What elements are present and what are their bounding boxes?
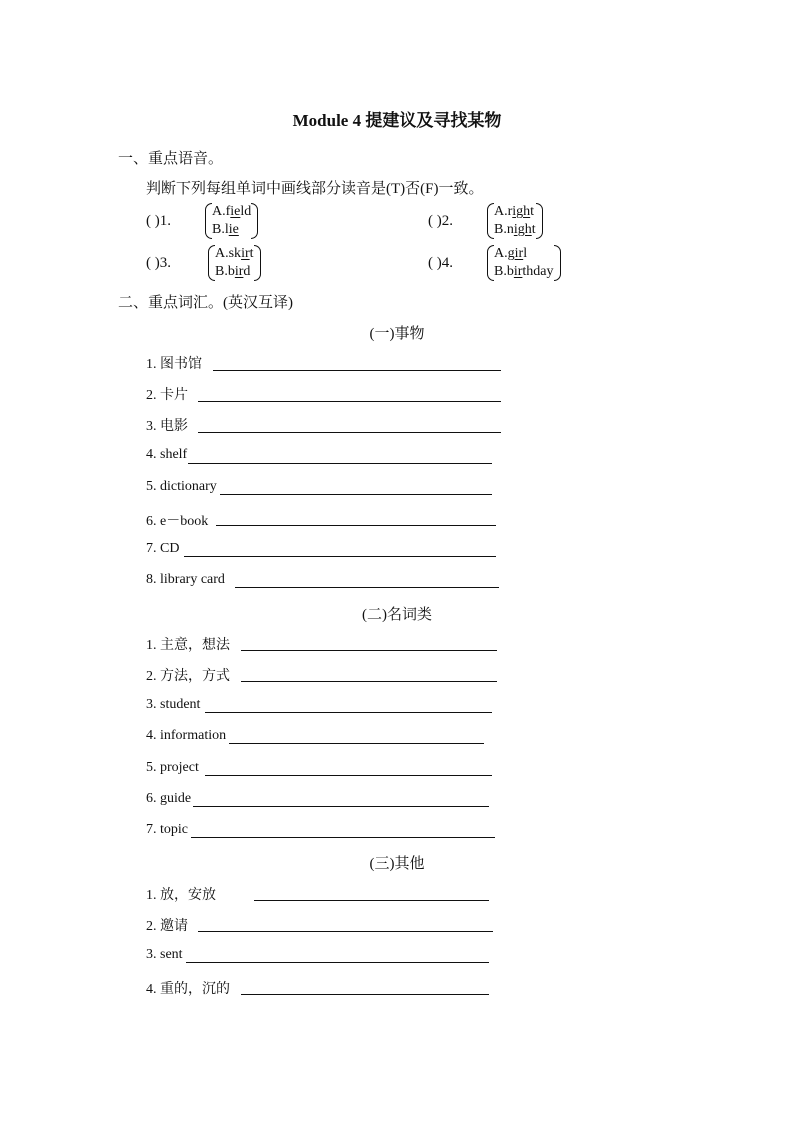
group-title-things: (一)事物	[369, 326, 425, 342]
vocab-label: 4. 重的，沉的	[146, 982, 230, 997]
answer-line[interactable]	[220, 494, 492, 495]
answer-line[interactable]	[213, 370, 501, 371]
answer-line[interactable]	[241, 681, 497, 682]
answer-line[interactable]	[205, 712, 492, 713]
section1-heading: 一、重点语音。	[118, 151, 224, 167]
vocab-label: 3. 电影	[146, 419, 188, 434]
section1-instruction: 判断下列每组单词中画线部分读音是(T)否(F)一致。	[146, 181, 484, 197]
vocab-label: 2. 方法，方式	[146, 669, 230, 684]
word-pair-3: A.skirt B.bird	[208, 245, 261, 281]
vocab-label: 3. student	[146, 697, 201, 712]
answer-line[interactable]	[191, 837, 495, 838]
group-title-others: (三)其他	[369, 856, 425, 872]
vocab-label: 6. guide	[146, 791, 192, 806]
vocab-label: 1. 图书馆	[146, 357, 202, 372]
vocab-label: 5. dictionary	[146, 479, 217, 494]
page-title: Module 4 提建议及寻找某物	[292, 111, 502, 130]
answer-line[interactable]	[184, 556, 496, 557]
answer-line[interactable]	[198, 401, 501, 402]
vocab-label: 5. project	[146, 760, 199, 775]
group-title-nouns: (二)名词类	[362, 607, 432, 623]
vocab-label: 2. 卡片	[146, 388, 188, 403]
vocab-label: 1. 主意，想法	[146, 638, 230, 653]
word-pair-2: A.right B.night	[487, 203, 543, 239]
vocab-label: 7. CD	[146, 541, 180, 556]
answer-line[interactable]	[198, 432, 501, 433]
answer-line[interactable]	[241, 994, 489, 995]
vocab-label: 4. information	[146, 728, 227, 743]
answer-line[interactable]	[205, 775, 492, 776]
answer-line[interactable]	[198, 931, 493, 932]
answer-blank-3[interactable]: ( )3.	[146, 255, 171, 271]
answer-blank-4[interactable]: ( )4.	[428, 255, 453, 271]
word-pair-4: A.girl B.birthday	[487, 245, 561, 281]
vocab-label: 1. 放，安放	[146, 888, 216, 903]
answer-line[interactable]	[216, 525, 496, 526]
answer-line[interactable]	[188, 463, 492, 464]
vocab-label: 8. library card	[146, 572, 225, 587]
answer-blank-2[interactable]: ( )2.	[428, 213, 453, 229]
vocab-label: 7. topic	[146, 822, 188, 837]
section2-heading: 二、重点词汇。(英汉互译)	[118, 295, 293, 311]
answer-line[interactable]	[235, 587, 499, 588]
answer-blank-1[interactable]: ( )1.	[146, 213, 171, 229]
answer-line[interactable]	[229, 743, 484, 744]
vocab-label: 6. e－book	[146, 514, 209, 529]
answer-line[interactable]	[186, 962, 489, 963]
vocab-label: 3. sent	[146, 947, 183, 962]
answer-line[interactable]	[241, 650, 497, 651]
answer-line[interactable]	[193, 806, 489, 807]
vocab-label: 2. 邀请	[146, 919, 188, 934]
answer-line[interactable]	[254, 900, 489, 901]
vocab-label: 4. shelf	[146, 447, 188, 462]
word-pair-1: A.field B.lie	[205, 203, 258, 239]
